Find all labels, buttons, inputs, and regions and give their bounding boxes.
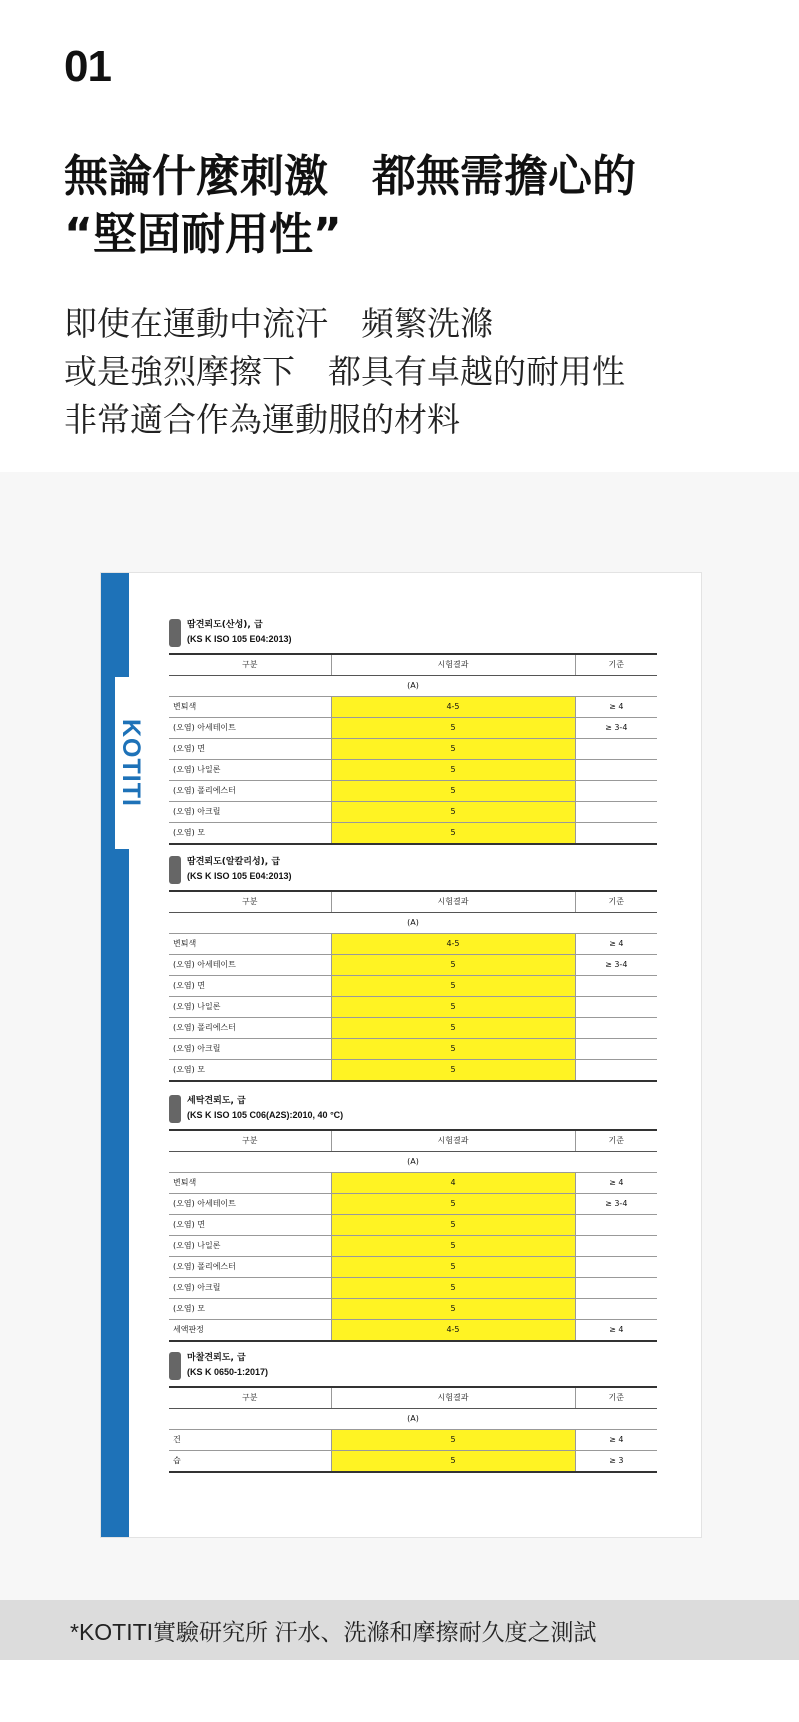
col-header-result: 시험결과 xyxy=(331,891,575,913)
table-subheader-row xyxy=(169,913,657,934)
row-result: 5 xyxy=(331,1018,575,1039)
row-standard: ≥ 3-4 xyxy=(575,955,657,976)
table-row xyxy=(169,934,657,955)
table-row xyxy=(169,718,657,739)
row-standard xyxy=(575,1257,657,1278)
section-standard: (KS K ISO 105 E04:2013) xyxy=(187,871,292,881)
section-header xyxy=(169,1093,657,1123)
row-result: 5 xyxy=(331,955,575,976)
row-result: 5 xyxy=(331,1215,575,1236)
row-standard xyxy=(575,781,657,802)
table-row xyxy=(169,1320,657,1341)
kotiti-logo: KOTITI xyxy=(117,719,145,807)
subheader-label: (A) xyxy=(169,1409,657,1430)
row-result: 5 xyxy=(331,1060,575,1081)
col-header-category: 구분 xyxy=(169,1387,331,1409)
table-row xyxy=(169,697,657,718)
section-end-rule xyxy=(169,844,657,847)
row-label: (오염) 모 xyxy=(169,1299,331,1320)
table-row xyxy=(169,1299,657,1320)
headline-line-2: “堅固耐用性” xyxy=(64,209,342,260)
table-row xyxy=(169,997,657,1018)
row-label: (오염) 아크릴 xyxy=(169,802,331,823)
row-label: (오염) 폴리에스터 xyxy=(169,1257,331,1278)
row-result: 5 xyxy=(331,760,575,781)
col-header-result: 시험결과 xyxy=(331,654,575,676)
row-label: 세액판정 xyxy=(169,1320,331,1341)
section-header xyxy=(169,617,657,647)
row-label: (오염) 면 xyxy=(169,739,331,760)
row-result: 5 xyxy=(331,1039,575,1060)
row-result: 5 xyxy=(331,997,575,1018)
row-standard: ≥ 4 xyxy=(575,1430,657,1451)
section-marker xyxy=(169,856,181,884)
row-result: 4-5 xyxy=(331,1320,575,1341)
report-section xyxy=(169,1350,657,1475)
row-standard: ≥ 4 xyxy=(575,934,657,955)
col-header-standard: 기준 xyxy=(575,891,657,913)
row-label: (오염) 모 xyxy=(169,823,331,844)
table-row xyxy=(169,802,657,823)
section-marker xyxy=(169,1352,181,1380)
col-header-result: 시험결과 xyxy=(331,1130,575,1152)
row-result: 5 xyxy=(331,781,575,802)
description-line-1: 即使在運動中流汗 頻繁洗滌 xyxy=(64,304,493,343)
row-label: 건 xyxy=(169,1430,331,1451)
section-number: 01 xyxy=(64,42,111,91)
row-result: 5 xyxy=(331,1194,575,1215)
row-standard xyxy=(575,1299,657,1320)
row-label: (오염) 아세테이트 xyxy=(169,718,331,739)
table-row xyxy=(169,1236,657,1257)
row-result: 5 xyxy=(331,718,575,739)
table-row xyxy=(169,1257,657,1278)
section-end-rule xyxy=(169,1081,657,1084)
section-marker xyxy=(169,1095,181,1123)
row-result: 5 xyxy=(331,1299,575,1320)
section-title: 마찰견뢰도, 급 xyxy=(187,1353,246,1363)
row-standard: ≥ 3-4 xyxy=(575,1194,657,1215)
table-row xyxy=(169,739,657,760)
row-standard xyxy=(575,760,657,781)
section-title: 세탁견뢰도, 급 xyxy=(187,1096,246,1106)
row-result: 5 xyxy=(331,739,575,760)
row-result: 5 xyxy=(331,976,575,997)
col-header-standard: 기준 xyxy=(575,1387,657,1409)
table-row xyxy=(169,781,657,802)
table-subheader-row xyxy=(169,676,657,697)
subheader-label: (A) xyxy=(169,1152,657,1173)
results-table xyxy=(169,653,657,844)
report-section xyxy=(169,617,657,847)
row-result: 5 xyxy=(331,1430,575,1451)
row-result: 5 xyxy=(331,1236,575,1257)
section-standard: (KS K ISO 105 C06(A2S):2010, 40 °C) xyxy=(187,1110,344,1120)
row-standard: ≥ 4 xyxy=(575,697,657,718)
section-end-rule xyxy=(169,1341,657,1344)
row-standard xyxy=(575,802,657,823)
table-row xyxy=(169,1278,657,1299)
row-result: 5 xyxy=(331,1451,575,1472)
footer-note: *KOTITI實驗研究所 汗水、洗滌和摩擦耐久度之測試 xyxy=(70,1619,597,1645)
section-standard: (KS K 0650-1:2017) xyxy=(187,1367,269,1377)
row-standard xyxy=(575,976,657,997)
row-label: 변퇴색 xyxy=(169,934,331,955)
row-label: (오염) 나일론 xyxy=(169,760,331,781)
col-header-standard: 기준 xyxy=(575,1130,657,1152)
row-result: 5 xyxy=(331,1278,575,1299)
row-result: 4-5 xyxy=(331,934,575,955)
col-header-category: 구분 xyxy=(169,1130,331,1152)
table-row xyxy=(169,1215,657,1236)
report-section xyxy=(169,854,657,1084)
row-label: (오염) 아세테이트 xyxy=(169,1194,331,1215)
row-standard: ≥ 4 xyxy=(575,1320,657,1341)
section-standard: (KS K ISO 105 E04:2013) xyxy=(187,634,292,644)
row-standard xyxy=(575,1278,657,1299)
row-label: (오염) 아크릴 xyxy=(169,1039,331,1060)
results-table xyxy=(169,1129,657,1341)
row-standard xyxy=(575,1215,657,1236)
table-row xyxy=(169,1430,657,1451)
row-standard xyxy=(575,1039,657,1060)
row-label: 변퇴색 xyxy=(169,697,331,718)
row-standard: ≥ 3 xyxy=(575,1451,657,1472)
table-subheader-row xyxy=(169,1152,657,1173)
description-line-3: 非常適合作為運動服的材料 xyxy=(64,400,460,439)
headline xyxy=(64,148,636,264)
row-standard: ≥ 3-4 xyxy=(575,718,657,739)
section-title: 땀견뢰도(알칼리성), 급 xyxy=(187,857,281,867)
col-header-category: 구분 xyxy=(169,891,331,913)
report-section xyxy=(169,1093,657,1344)
table-row xyxy=(169,760,657,781)
table-row xyxy=(169,1173,657,1194)
table-row xyxy=(169,1018,657,1039)
table-row xyxy=(169,1451,657,1472)
headline-line-1: 無論什麼刺激 都無需擔心的 xyxy=(64,151,636,202)
subheader-label: (A) xyxy=(169,913,657,934)
table-row xyxy=(169,1060,657,1081)
results-table xyxy=(169,890,657,1081)
row-standard: ≥ 4 xyxy=(575,1173,657,1194)
row-label: 습 xyxy=(169,1451,331,1472)
row-standard xyxy=(575,823,657,844)
table-row xyxy=(169,1039,657,1060)
table-row xyxy=(169,976,657,997)
col-header-standard: 기준 xyxy=(575,654,657,676)
row-label: (오염) 나일론 xyxy=(169,1236,331,1257)
row-label: (오염) 폴리에스터 xyxy=(169,1018,331,1039)
row-result: 4 xyxy=(331,1173,575,1194)
row-label: (오염) 아세테이트 xyxy=(169,955,331,976)
row-result: 5 xyxy=(331,823,575,844)
table-row xyxy=(169,955,657,976)
row-result: 4-5 xyxy=(331,697,575,718)
description xyxy=(64,300,625,444)
row-standard xyxy=(575,739,657,760)
row-label: 변퇴색 xyxy=(169,1173,331,1194)
section-marker xyxy=(169,619,181,647)
table-subheader-row xyxy=(169,1409,657,1430)
row-label: (오염) 폴리에스터 xyxy=(169,781,331,802)
section-header xyxy=(169,1350,657,1380)
section-end-rule xyxy=(169,1472,657,1475)
description-line-2: 或是強烈摩擦下 都具有卓越的耐用性 xyxy=(64,352,625,391)
row-label: (오염) 나일론 xyxy=(169,997,331,1018)
subheader-label: (A) xyxy=(169,676,657,697)
row-standard xyxy=(575,997,657,1018)
section-header xyxy=(169,854,657,884)
results-table xyxy=(169,1386,657,1472)
row-label: (오염) 면 xyxy=(169,976,331,997)
col-header-result: 시험결과 xyxy=(331,1387,575,1409)
table-row xyxy=(169,823,657,844)
footer-note-bar xyxy=(0,1600,799,1660)
row-standard xyxy=(575,1018,657,1039)
row-label: (오염) 아크릴 xyxy=(169,1278,331,1299)
row-label: (오염) 모 xyxy=(169,1060,331,1081)
table-row xyxy=(169,1194,657,1215)
col-header-category: 구분 xyxy=(169,654,331,676)
section-title: 땀견뢰도(산성), 급 xyxy=(187,620,263,630)
row-result: 5 xyxy=(331,802,575,823)
row-standard xyxy=(575,1236,657,1257)
test-report-document xyxy=(100,572,702,1538)
row-result: 5 xyxy=(331,1257,575,1278)
row-standard xyxy=(575,1060,657,1081)
row-label: (오염) 면 xyxy=(169,1215,331,1236)
